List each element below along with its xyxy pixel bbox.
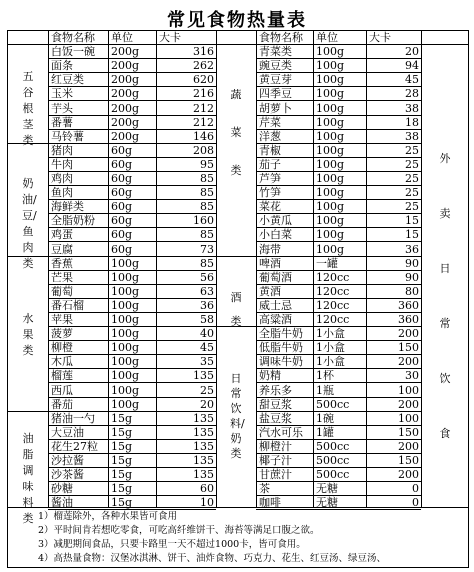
table-row: [48, 214, 216, 228]
food-unit: 无糖: [316, 482, 338, 496]
food-name: 砂糖: [51, 482, 73, 496]
food-name: 玉米: [51, 87, 73, 101]
food-calories: 25: [405, 200, 419, 214]
food-unit: 100g: [316, 101, 345, 115]
food-calories: 100: [398, 383, 419, 397]
category-grains: 五谷根茎类: [22, 70, 34, 147]
food-calories: 56: [200, 270, 214, 284]
food-name: 芋头: [51, 101, 73, 115]
table-row: [256, 228, 421, 242]
category-divider: [8, 411, 48, 412]
food-calories: 360: [398, 313, 419, 326]
food-name: 青菜类: [259, 45, 292, 59]
food-calories: 200: [398, 397, 419, 411]
food-unit: 100g: [316, 172, 345, 185]
food-calories: 135: [193, 411, 214, 425]
food-calories: 135: [193, 454, 214, 467]
food-unit: 200g: [111, 129, 140, 143]
food-name: 菠萝: [51, 327, 73, 341]
food-name: 竹笋: [259, 186, 281, 200]
food-unit: 100g: [111, 341, 140, 355]
table-row: [256, 102, 421, 116]
food-calories: 85: [200, 186, 214, 200]
food-unit: 100g: [316, 157, 345, 171]
food-name: 啤酒: [259, 256, 281, 270]
food-unit: 200g: [111, 45, 140, 59]
food-unit: 15g: [111, 411, 133, 425]
food-unit: 100g: [111, 327, 140, 341]
header-unit-left: 单位: [111, 31, 133, 44]
food-unit: 200g: [111, 101, 140, 115]
food-name: 黄酒: [259, 284, 281, 298]
food-unit: 100g: [316, 87, 345, 101]
food-calories: 85: [200, 200, 214, 214]
food-unit: 60g: [111, 186, 133, 200]
food-name: 番石榴: [51, 298, 84, 312]
notes-section: [7, 508, 469, 568]
food-calories: 35: [200, 355, 214, 369]
food-calories: 216: [193, 87, 214, 101]
food-unit: 100g: [316, 200, 345, 214]
food-unit: 15g: [111, 468, 133, 482]
food-calories: 85: [200, 256, 214, 270]
food-unit: 500cc: [316, 439, 350, 453]
food-calories: 25: [405, 143, 419, 157]
category-drinks: 日常饮料/奶类: [230, 372, 245, 460]
table-row: [256, 59, 421, 73]
table-row: [256, 454, 421, 468]
table-row: [48, 130, 216, 144]
food-calories: 135: [193, 439, 214, 453]
table-row: [256, 186, 421, 200]
food-unit: 120cc: [316, 284, 350, 298]
table-row: [48, 412, 216, 426]
food-unit: 60g: [111, 172, 133, 185]
table-row: [48, 482, 216, 496]
category-vegetables: 蔬菜类: [230, 88, 242, 177]
food-calories: 73: [200, 242, 214, 256]
food-calories: 20: [405, 45, 419, 59]
food-calories: 90: [405, 256, 419, 270]
food-unit: 一罐: [316, 256, 338, 270]
food-unit: 60g: [111, 143, 133, 157]
table-row: [256, 73, 421, 87]
food-name: 木瓜: [51, 355, 73, 369]
food-name: 菜花: [259, 200, 281, 214]
food-name: 威士忌: [259, 298, 292, 312]
food-calories: 200: [398, 327, 419, 341]
table-row: [256, 172, 421, 186]
food-unit: 100g: [111, 270, 140, 284]
food-calories: 0: [412, 496, 419, 510]
food-unit: 200g: [111, 87, 140, 101]
food-name: 茄子: [259, 157, 281, 171]
food-unit: 60g: [111, 242, 133, 256]
food-name: 西瓜: [51, 383, 73, 397]
food-unit: 无糖: [316, 496, 338, 510]
food-calories: 10: [200, 496, 214, 510]
table-row: [48, 341, 216, 355]
food-calories: 262: [193, 59, 214, 73]
category-divider: [216, 256, 256, 257]
food-name: 花生27粒: [51, 439, 98, 453]
food-calories: 25: [405, 186, 419, 200]
table-row: [256, 87, 421, 101]
food-calories: 36: [200, 298, 214, 312]
food-name: 甜豆浆: [259, 397, 292, 411]
food-unit: 1小盒: [316, 327, 345, 341]
table-row: [48, 144, 216, 158]
table-row: [48, 327, 216, 341]
table-row: [48, 102, 216, 116]
table-header: [8, 31, 468, 45]
food-unit: 100g: [316, 73, 345, 87]
note-2: 2）平时间肯若想吃零食，可吃高纤维饼干、海苔等满足口腹之欲。: [38, 525, 320, 536]
table-row: [48, 384, 216, 398]
header-cal-right: 大卡: [369, 31, 391, 44]
food-name: 豆腐: [51, 242, 73, 256]
food-unit: 100g: [111, 298, 140, 312]
food-name: 芒果: [51, 270, 73, 284]
food-name: 酱油: [51, 496, 73, 510]
table-row: [48, 45, 216, 59]
food-name: 豌豆类: [259, 59, 292, 73]
table-row: [48, 243, 216, 257]
food-name: 养乐多: [259, 383, 292, 397]
food-calories: 360: [398, 298, 419, 312]
food-name: 调味牛奶: [259, 355, 303, 369]
food-name: 鸡蛋: [51, 228, 73, 242]
food-calories: 620: [193, 73, 214, 87]
food-unit: 15g: [111, 454, 133, 467]
food-unit: 15g: [111, 496, 133, 510]
food-name: 茶: [259, 482, 270, 496]
table-row: [48, 285, 216, 299]
category-takeout: 外卖日常饮食: [439, 152, 451, 440]
food-name: 海鲜类: [51, 200, 84, 214]
table-row: [48, 313, 216, 327]
food-calories: 58: [200, 313, 214, 326]
table-row: [48, 398, 216, 412]
food-unit: 120cc: [316, 313, 350, 326]
food-name: 鱼肉: [51, 186, 73, 200]
table-row: [256, 45, 421, 59]
food-name: 马铃薯: [51, 129, 84, 143]
table-row: [256, 158, 421, 172]
food-calories: 135: [193, 468, 214, 482]
food-name: 牛肉: [51, 157, 73, 171]
food-name: 番薯: [51, 115, 73, 129]
food-unit: 100g: [316, 59, 345, 73]
food-calories: 150: [398, 341, 419, 355]
table-row: [256, 116, 421, 130]
food-unit: 100g: [316, 129, 345, 143]
food-calories: 28: [405, 87, 419, 101]
food-name: 低脂牛奶: [259, 341, 303, 355]
food-name: 黄豆芽: [259, 73, 292, 87]
table-row: [48, 228, 216, 242]
food-calories: 25: [200, 383, 214, 397]
food-calories: 40: [200, 327, 214, 341]
category-dairy-meat: 奶油/豆/鱼肉类: [22, 177, 37, 270]
table-row: [48, 355, 216, 369]
food-name: 猪油一勺: [51, 411, 95, 425]
food-unit: 1杯: [316, 369, 334, 383]
food-name: 海带: [259, 242, 281, 256]
food-name: 全脂奶粉: [51, 214, 95, 228]
food-name: 四季豆: [259, 87, 292, 101]
food-name: 芦笋: [259, 172, 281, 185]
page-title: 常见食物热量表: [167, 10, 307, 31]
table-row: [256, 384, 421, 398]
food-name: 香蕉: [51, 256, 73, 270]
food-calories: 200: [398, 355, 419, 369]
food-calories: 15: [405, 228, 419, 242]
food-calories: 160: [193, 214, 214, 228]
food-unit: 100g: [111, 355, 140, 369]
table-row: [48, 468, 216, 482]
food-calories: 90: [405, 270, 419, 284]
food-unit: 500cc: [316, 397, 350, 411]
food-calories: 100: [398, 411, 419, 425]
food-unit: 1小盒: [316, 341, 345, 355]
food-calories: 36: [405, 242, 419, 256]
table-row: [256, 398, 421, 412]
table-row: [256, 130, 421, 144]
food-name: 柳橙汁: [259, 439, 292, 453]
category-alcohol: 酒类: [230, 291, 242, 328]
food-unit: 200g: [111, 115, 140, 129]
food-calories: 150: [398, 454, 419, 467]
food-calories: 135: [193, 369, 214, 383]
table-row: [48, 59, 216, 73]
food-calories: 38: [405, 101, 419, 115]
food-calories: 18: [405, 115, 419, 129]
food-name: 苹果: [51, 313, 73, 326]
food-name: 榴莲: [51, 369, 73, 383]
food-calories: 85: [200, 172, 214, 185]
table-row: [256, 482, 421, 496]
food-name: 盐豆浆: [259, 411, 292, 425]
food-calories: 94: [405, 59, 419, 73]
table-row: [48, 426, 216, 440]
food-unit: 200g: [111, 73, 140, 87]
food-unit: 100g: [111, 284, 140, 298]
food-calories: 212: [193, 115, 214, 129]
food-unit: 1碗: [316, 411, 334, 425]
food-calories: 150: [398, 425, 419, 439]
food-unit: 100g: [111, 369, 140, 383]
table-row: [48, 87, 216, 101]
food-calories: 95: [200, 157, 214, 171]
table-row: [256, 440, 421, 454]
category-fruit: 水果类: [22, 312, 34, 357]
food-unit: 100g: [316, 45, 345, 59]
header-name-right: 食物名称: [259, 31, 303, 44]
food-name: 猪肉: [51, 143, 73, 157]
food-calories: 63: [200, 284, 214, 298]
food-calories: 45: [200, 341, 214, 355]
table-row: [256, 468, 421, 482]
note-1: 1）榴莲除外，各种水果皆可食用: [38, 511, 178, 522]
table-row: [48, 369, 216, 383]
food-name: 高粱酒: [259, 313, 292, 326]
table-row: [256, 200, 421, 214]
table-row: [48, 158, 216, 172]
food-unit: 60g: [111, 228, 133, 242]
table-row: [256, 426, 421, 440]
food-name: 胡萝卜: [259, 101, 292, 115]
header-cal-left: 大卡: [159, 31, 181, 44]
food-unit: 100g: [316, 186, 345, 200]
food-calories: 30: [405, 369, 419, 383]
food-name: 椰子汁: [259, 454, 292, 467]
food-name: 葡萄: [51, 284, 73, 298]
food-name: 咖啡: [259, 496, 281, 510]
note-4: 4）高热量食物：汉堡冰淇淋、饼干、油炸食物、巧克力、花生、红豆汤、绿豆汤、: [38, 553, 387, 564]
table-row: [256, 327, 421, 341]
food-name: 鸡肉: [51, 172, 73, 185]
food-unit: 15g: [111, 482, 133, 496]
food-unit: 15g: [111, 439, 133, 453]
food-name: 柳橙: [51, 341, 73, 355]
food-calories: 45: [405, 73, 419, 87]
food-calories: 80: [405, 284, 419, 298]
food-unit: 60g: [111, 200, 133, 214]
food-name: 小黄瓜: [259, 214, 292, 228]
food-calories: 200: [398, 468, 419, 482]
table-row: [48, 73, 216, 87]
category-oils: 油脂调味料类: [22, 432, 34, 525]
food-name: 芹菜: [259, 115, 281, 129]
food-calories: 38: [405, 129, 419, 143]
table-row: [256, 355, 421, 369]
table-row: [256, 144, 421, 158]
food-calories: 25: [405, 157, 419, 171]
food-name: 面条: [51, 59, 73, 73]
food-unit: 15g: [111, 425, 133, 439]
food-unit: 1瓶: [316, 383, 334, 397]
food-unit: 100g: [316, 143, 345, 157]
table-row: [256, 271, 421, 285]
food-unit: 60g: [111, 157, 133, 171]
food-name: 小白菜: [259, 228, 292, 242]
table-row: [256, 369, 421, 383]
food-unit: 120cc: [316, 298, 350, 312]
food-unit: 100g: [316, 214, 345, 228]
food-name: 青椒: [259, 143, 281, 157]
food-calories: 0: [412, 482, 419, 496]
table-row: [48, 116, 216, 130]
table-row: [48, 299, 216, 313]
food-unit: 500cc: [316, 468, 350, 482]
food-calories: 316: [193, 45, 214, 59]
food-name: 葡萄酒: [259, 270, 292, 284]
table-row: [48, 271, 216, 285]
table-row: [48, 454, 216, 468]
table-row: [48, 186, 216, 200]
note-3: 3）减肥期间食品，只要卡路里一天不超过1000卡，皆可食用。: [38, 539, 306, 550]
food-name: 白饭一碗: [51, 45, 95, 59]
food-name: 沙茶酱: [51, 468, 84, 482]
food-unit: 1罐: [316, 425, 334, 439]
food-name: 大豆油: [51, 425, 84, 439]
food-calories: 200: [398, 439, 419, 453]
food-unit: 100g: [111, 383, 140, 397]
food-calories: 135: [193, 425, 214, 439]
food-unit: 100g: [111, 397, 140, 411]
table-row: [48, 200, 216, 214]
food-calories: 208: [193, 143, 214, 157]
food-calories: 85: [200, 228, 214, 242]
table-row: [256, 412, 421, 426]
table-row: [256, 214, 421, 228]
table-row: [48, 257, 216, 271]
food-name: 沙拉酱: [51, 454, 84, 467]
header-name-left: 食物名称: [51, 31, 95, 44]
table-row: [256, 243, 421, 257]
food-name: 番茄: [51, 397, 73, 411]
food-calories: 15: [405, 214, 419, 228]
food-name: 全脂牛奶: [259, 327, 303, 341]
food-name: 红豆类: [51, 73, 84, 87]
food-unit: 200g: [111, 59, 140, 73]
table-row: [256, 285, 421, 299]
food-calories: 20: [200, 397, 214, 411]
food-unit: 100g: [111, 313, 140, 326]
table-row: [48, 172, 216, 186]
table-row: [256, 257, 421, 271]
food-unit: 100g: [316, 115, 345, 129]
table-row: [48, 440, 216, 454]
food-unit: 100g: [316, 242, 345, 256]
food-calories: 60: [200, 482, 214, 496]
food-name: 甘蔗汁: [259, 468, 292, 482]
food-unit: 60g: [111, 214, 133, 228]
food-unit: 500cc: [316, 454, 350, 467]
food-calories: 146: [193, 129, 214, 143]
food-name: 奶精: [259, 369, 281, 383]
food-unit: 1小盒: [316, 355, 345, 369]
table-row: [256, 299, 421, 313]
food-unit: 100g: [316, 228, 345, 242]
header-unit-right: 单位: [316, 31, 338, 44]
table-row: [256, 313, 421, 327]
food-unit: 120cc: [316, 270, 350, 284]
food-calories: 212: [193, 101, 214, 115]
food-name: 汽水可乐: [259, 425, 303, 439]
food-unit: 100g: [111, 256, 140, 270]
table-row: [256, 341, 421, 355]
food-calories: 25: [405, 172, 419, 185]
food-name: 洋葱: [259, 129, 281, 143]
